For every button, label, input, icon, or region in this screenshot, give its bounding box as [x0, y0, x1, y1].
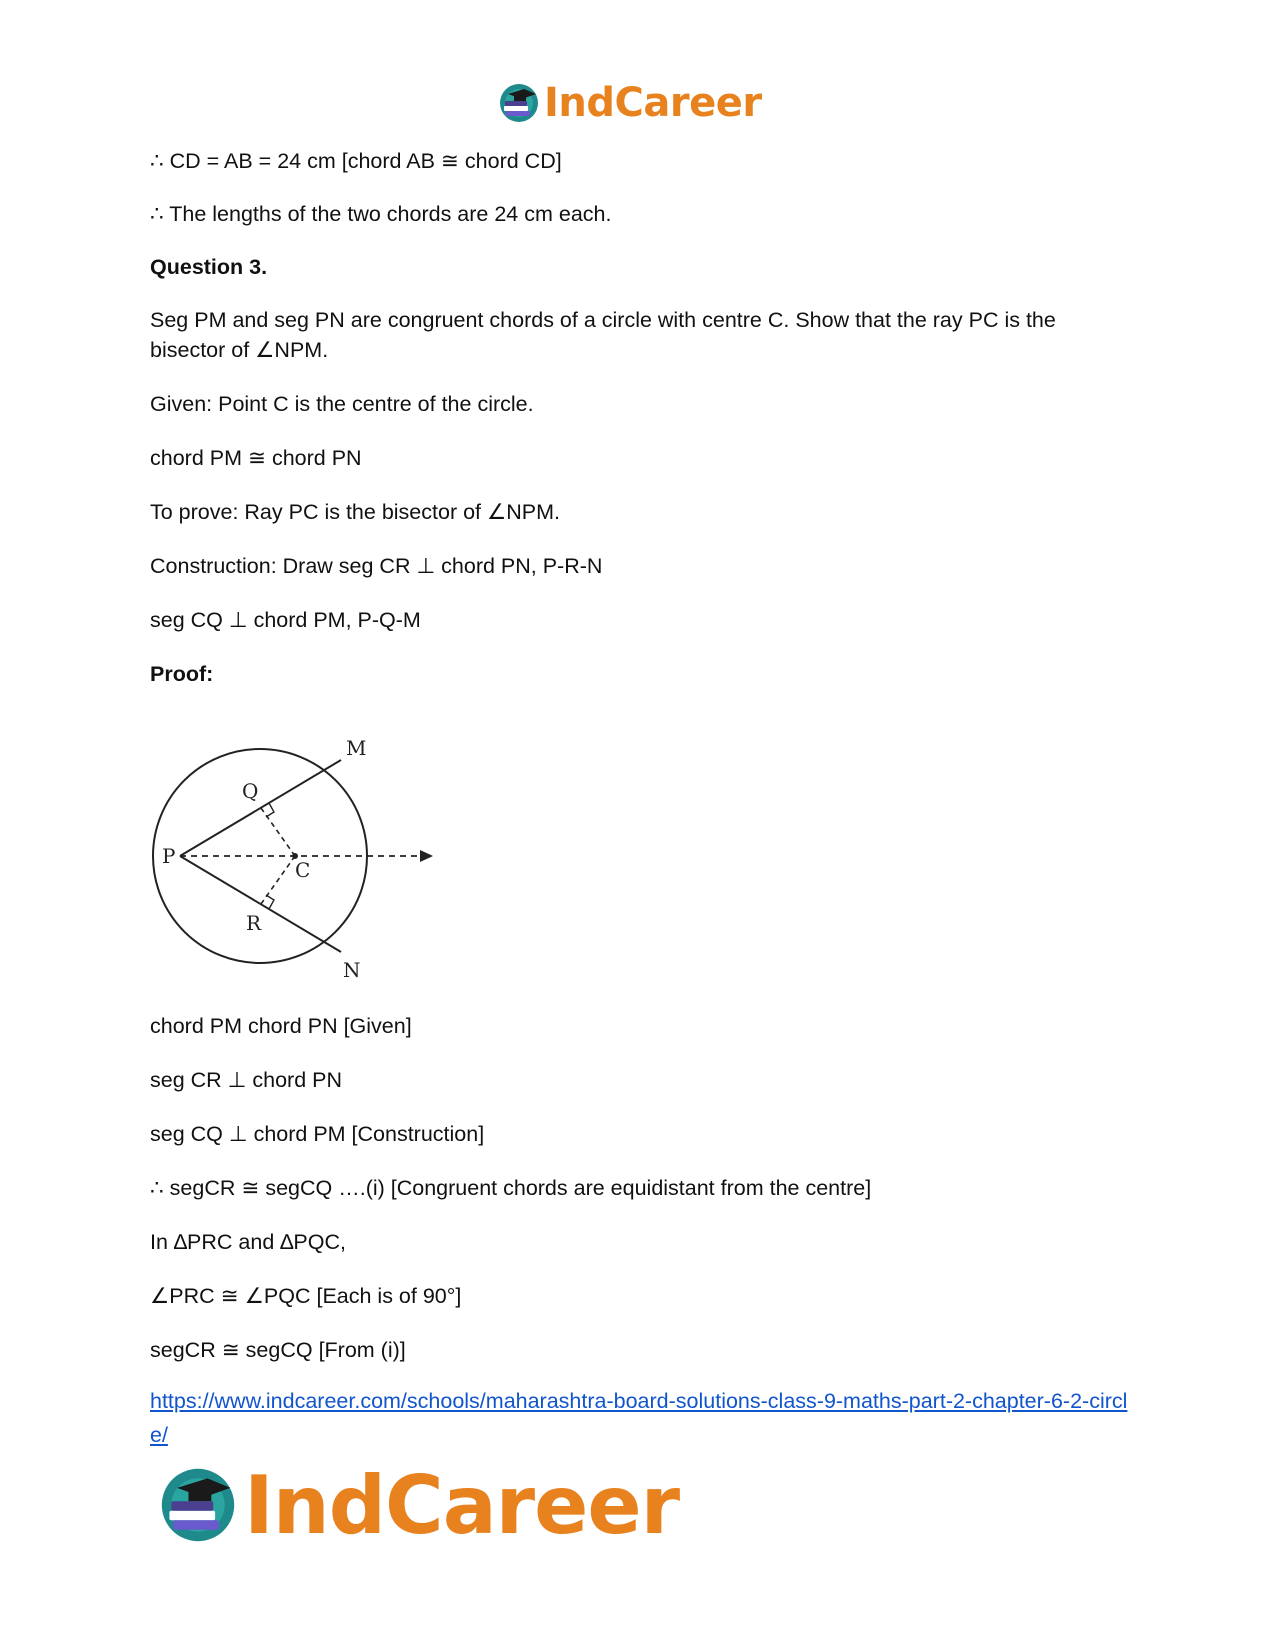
brand-name-top: IndCareer [544, 80, 762, 126]
construction-line: Construction: Draw seg CR ⊥ chord PN, P-R-N [150, 554, 603, 578]
indcareer-logo-bottom [158, 1458, 680, 1552]
label-p: P [162, 844, 176, 868]
chord-pm [180, 760, 341, 856]
circle-chords-figure [150, 730, 450, 985]
label-r: R [246, 911, 262, 935]
text-line-2: ∴ The lengths of the two chords are 24 cm each. [150, 202, 612, 226]
graduation-cap-book-icon [498, 82, 540, 124]
given-chords-line: chord PM ≅ chord PN [150, 446, 362, 470]
question-text: Seg PM and seg PN are congruent chords of a circle with centre C. Show that the ray PC is the bisector of ∠NPM. [150, 308, 1056, 362]
proof-line-5: In ∆PRC and ∆PQC, [150, 1230, 346, 1254]
question-heading: Question 3. [150, 255, 268, 279]
given-line: Given: Point C is the centre of the circle. [150, 392, 534, 416]
proof-line-3: seg CQ ⊥ chord PM [Construction] [150, 1122, 485, 1146]
seg-cr [261, 856, 295, 904]
proof-line-1: chord PM chord PN [Given] [150, 1014, 412, 1038]
label-n: N [343, 958, 361, 982]
graduation-cap-book-icon [158, 1465, 238, 1545]
label-q: Q [242, 779, 259, 803]
seg-cq [261, 808, 295, 856]
chord-pn [180, 856, 341, 952]
label-c: C [295, 858, 311, 882]
source-link[interactable]: https://www.indcareer.com/schools/maharashtra-board-solutions-class-9-maths-part-2-chapter-6-2-circle/ [150, 1389, 1128, 1447]
proof-line-7: segCR ≅ segCQ [From (i)] [150, 1338, 406, 1362]
text-line-1: ∴ CD = AB = 24 cm [chord AB ≅ chord CD] [150, 149, 562, 173]
construction-line-2: seg CQ ⊥ chord PM, P-Q-M [150, 608, 421, 632]
brand-name-bottom: IndCareer [244, 1458, 680, 1552]
proof-line-6: ∠PRC ≅ ∠PQC [Each is of 90°] [150, 1284, 462, 1308]
proof-line-4: ∴ segCR ≅ segCQ ….(i) [Congruent chords are equidistant from the centre] [150, 1176, 872, 1200]
ray-arrowhead [420, 850, 433, 862]
indcareer-logo-top [498, 80, 762, 126]
proof-line-2: seg CR ⊥ chord PN [150, 1068, 342, 1092]
to-prove-line: To prove: Ray PC is the bisector of ∠NPM. [150, 500, 561, 524]
label-m: M [346, 736, 367, 760]
proof-heading: Proof: [150, 662, 214, 686]
